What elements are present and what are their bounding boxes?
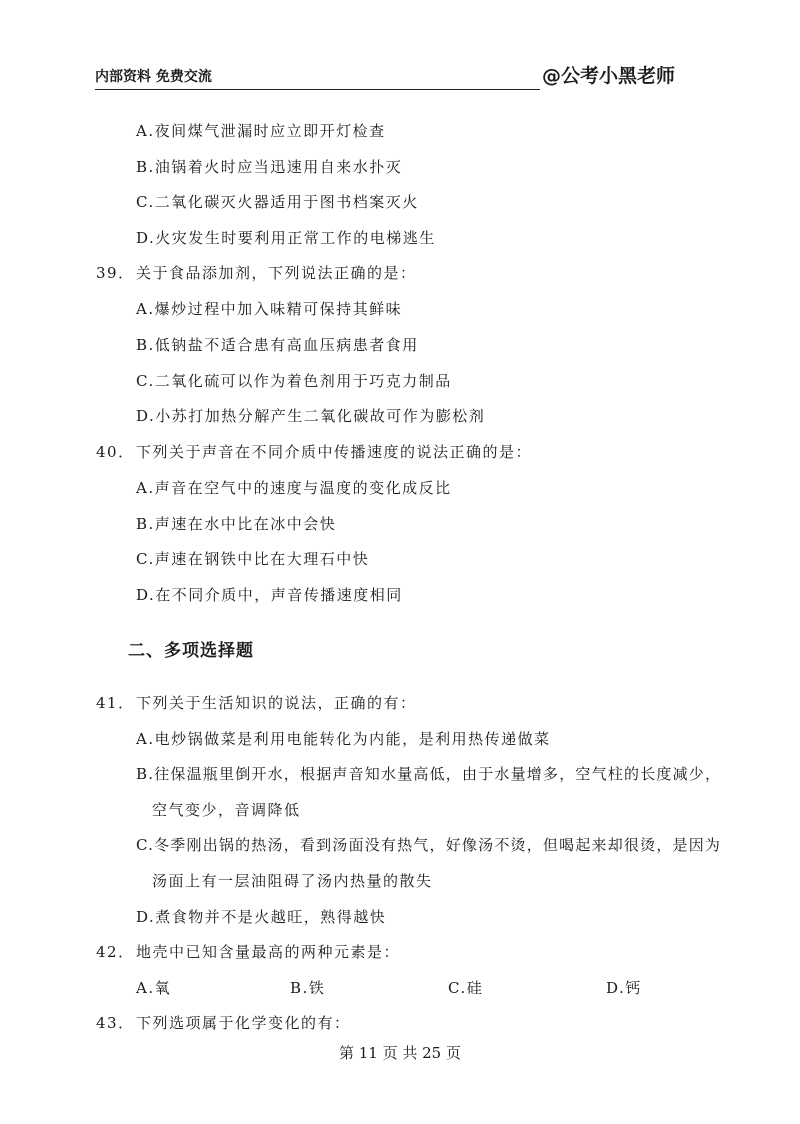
header-underline xyxy=(95,89,540,90)
q40-stem: 下列关于声音在不同介质中传播速度的说法正确的是： xyxy=(136,443,533,461)
q41-option-d: D.煮食物并不是火越旺，熟得越快 xyxy=(136,908,387,926)
q42-stem: 地壳中已知含量最高的两种元素是： xyxy=(136,943,401,961)
header-right-text: @公考小黑老师 xyxy=(542,65,676,87)
q39-option-a: A.爆炒过程中加入味精可保持其鲜味 xyxy=(136,300,403,318)
q41-option-b-line2: 空气变少，音调降低 xyxy=(152,801,301,819)
q40-option-a: A.声音在空气中的速度与温度的变化成反比 xyxy=(136,479,452,497)
page-footer: 第 11 页 共 25 页 xyxy=(338,1044,461,1062)
q42-option-b: B.铁 xyxy=(290,979,326,997)
q41-option-c-line2: 汤面上有一层油阻碍了汤内热量的散失 xyxy=(152,872,433,890)
q41-stem: 下列关于生活知识的说法，正确的有： xyxy=(136,694,417,712)
q39-option-c: C.二氧化硫可以作为着色剂用于巧克力制品 xyxy=(136,372,452,390)
q39-option-d: D.小苏打加热分解产生二氧化碳故可作为膨松剂 xyxy=(136,407,486,425)
page-header xyxy=(95,60,695,90)
q39-option-b: B.低钠盐不适合患有高血压病患者食用 xyxy=(136,336,419,354)
q40-number: 40． xyxy=(96,443,135,461)
q43-stem: 下列选项属于化学变化的有： xyxy=(136,1014,351,1032)
q38-option-a: A.夜间煤气泄漏时应立即开灯检查 xyxy=(136,122,386,140)
q41-option-a: A.电炒锅做菜是利用电能转化为内能，是利用热传递做菜 xyxy=(136,730,551,748)
q42-option-c: C.硅 xyxy=(448,979,484,997)
q39-number: 39． xyxy=(96,264,135,282)
q39-stem: 关于食品添加剂，下列说法正确的是： xyxy=(136,264,417,282)
q38-option-b: B.油锅着火时应当迅速用自来水扑灭 xyxy=(136,158,403,176)
header-left-text: 内部资料 免费交流 xyxy=(95,69,212,85)
q40-option-b: B.声速在水中比在冰中会快 xyxy=(136,515,337,533)
q42-option-d: D.钙 xyxy=(606,979,642,997)
q42-option-a: A.氧 xyxy=(136,979,172,997)
q41-option-c-line1: C.冬季刚出锅的热汤，看到汤面没有热气，好像汤不烫，但喝起来却很烫，是因为 xyxy=(136,836,722,854)
q40-option-c: C.声速在钢铁中比在大理石中快 xyxy=(136,550,370,568)
section-heading-multiple-choice: 二、多项选择题 xyxy=(128,641,254,661)
q43-number: 43． xyxy=(96,1014,135,1032)
q42-number: 42． xyxy=(96,943,135,961)
q41-number: 41． xyxy=(96,694,135,712)
q41-option-b-line1: B.往保温瓶里倒开水，根据声音知水量高低，由于水量增多，空气柱的长度减少， xyxy=(136,765,722,783)
q38-option-d: D.火灾发生时要利用正常工作的电梯逃生 xyxy=(136,229,436,247)
q38-option-c: C.二氧化碳灭火器适用于图书档案灭火 xyxy=(136,193,419,211)
q40-option-d: D.在不同介质中，声音传播速度相同 xyxy=(136,586,403,604)
